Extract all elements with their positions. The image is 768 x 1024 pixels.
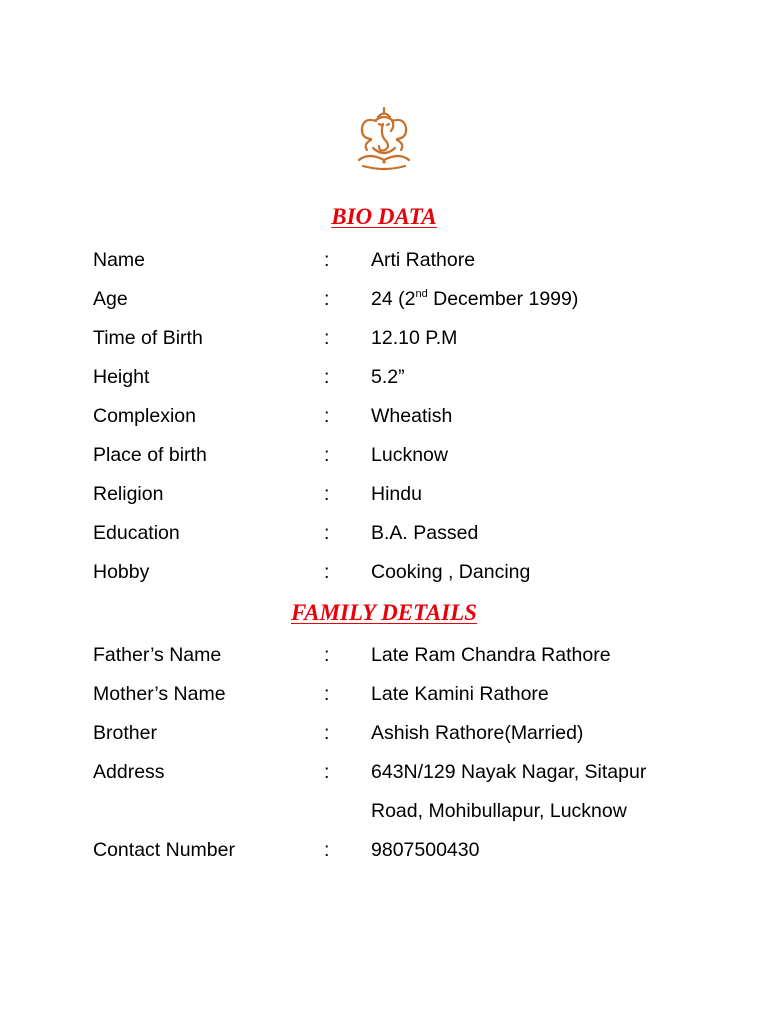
field-separator: : [324,288,330,310]
family-row-father [0,640,768,670]
field-label: Name [93,249,146,271]
ganesha-icon [349,104,419,174]
family-row-brother [0,718,768,748]
field-label: Complexion [93,405,196,427]
field-value: Ashish Rathore(Married) [371,722,584,744]
field-separator: : [324,761,330,783]
ordinal-suffix: nd [415,288,428,300]
bio-row-education [0,518,768,548]
field-separator: : [324,839,330,861]
field-value: Road, Mohibullapur, Lucknow [371,800,627,822]
field-label: Time of Birth [93,327,203,349]
field-value: Cooking , Dancing [371,561,531,583]
field-separator: : [324,405,330,427]
bio-row-religion [0,479,768,509]
bio-row-name [0,245,768,275]
field-separator: : [324,644,330,666]
field-label: Mother’s Name [93,683,226,705]
bio-row-complexion [0,401,768,431]
field-label: Place of birth [93,444,207,466]
bio-row-time-of-birth [0,323,768,353]
field-label: Father’s Name [93,644,222,666]
field-separator: : [324,366,330,388]
field-value [371,284,578,314]
bio-row-place-of-birth [0,440,768,470]
field-value: 9807500430 [371,839,480,861]
family-row-contact [0,835,768,865]
field-value: 12.10 P.M [371,327,458,349]
field-label: Age [93,288,128,310]
field-value: Hindu [371,483,422,505]
field-value: Late Ram Chandra Rathore [371,644,611,666]
field-label: Height [93,366,150,388]
field-separator: : [324,522,330,544]
family-details-heading: FAMILY DETAILS [291,600,477,625]
field-separator: : [324,444,330,466]
field-separator: : [324,249,330,271]
bio-data-heading: BIO DATA [331,204,437,229]
field-value: Lucknow [371,444,448,466]
field-value: Wheatish [371,405,453,427]
field-separator: : [324,561,330,583]
field-label: Religion [93,483,164,505]
field-separator: : [324,483,330,505]
family-row-mother [0,679,768,709]
field-value: 5.2” [371,366,405,388]
field-value: Arti Rathore [371,249,476,271]
field-value: 643N/129 Nayak Nagar, Sitapur [371,761,647,783]
bio-row-height [0,362,768,392]
field-label: Hobby [93,561,150,583]
field-label: Education [93,522,180,544]
age-value-main: 24 (2 [371,288,416,310]
family-row-address [0,757,768,787]
family-row-address-continued [0,796,768,826]
field-value: Late Kamini Rathore [371,683,549,705]
bio-row-age [0,284,768,314]
field-label: Contact Number [93,839,235,861]
field-separator: : [324,327,330,349]
field-label: Address [93,761,165,783]
field-separator: : [324,722,330,744]
field-value: B.A. Passed [371,522,479,544]
field-separator: : [324,683,330,705]
bio-row-hobby [0,557,768,587]
field-label: Brother [93,722,157,744]
age-value-date: December 1999) [427,288,579,310]
